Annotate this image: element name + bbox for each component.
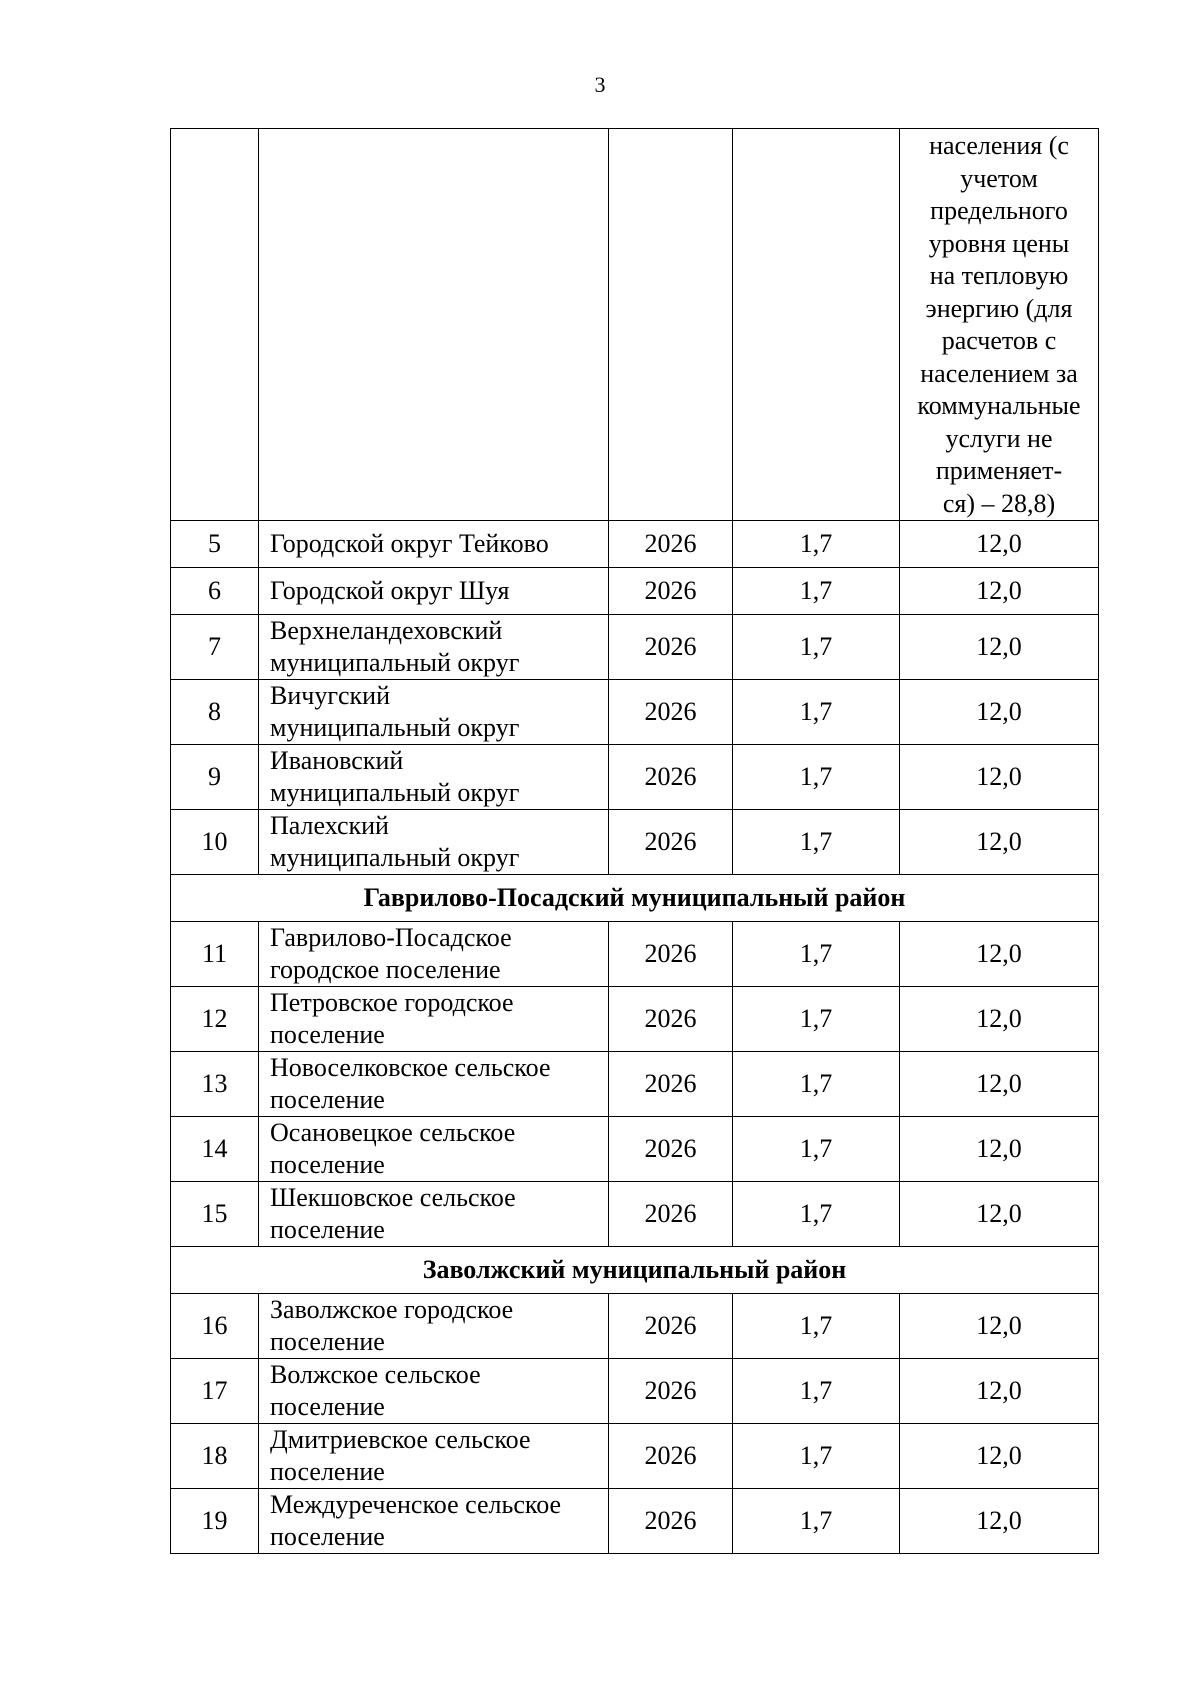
municipality-name-line: Новоселковское сельское xyxy=(270,1053,551,1082)
value-1: 1,7 xyxy=(733,1294,900,1359)
value-2: 12,0 xyxy=(900,521,1099,568)
row-number: 12 xyxy=(171,987,259,1052)
header-fragment-line: услуги не xyxy=(945,423,1053,453)
year: 2026 xyxy=(609,568,733,615)
table-row xyxy=(171,745,1099,810)
municipality-name-line: Ивановский xyxy=(270,746,404,775)
header-fragment-line: уровня цены xyxy=(928,228,1070,258)
table-row xyxy=(171,810,1099,875)
page-number: 3 xyxy=(594,72,606,97)
municipality-name-line: Вичугский xyxy=(270,681,390,710)
year: 2026 xyxy=(609,1182,733,1247)
municipality-name xyxy=(259,568,609,615)
year: 2026 xyxy=(609,745,733,810)
table-row xyxy=(171,1052,1099,1117)
municipality-name xyxy=(259,1359,609,1424)
section-title: Гаврилово-Посадский муниципальный район xyxy=(171,875,1099,922)
municipality-name-line: муниципальный округ xyxy=(270,778,520,807)
row-number: 16 xyxy=(171,1294,259,1359)
municipality-name xyxy=(259,745,609,810)
year: 2026 xyxy=(609,615,733,680)
municipality-name-line: муниципальный округ xyxy=(270,648,520,677)
section-row xyxy=(171,1247,1099,1294)
table-row xyxy=(171,1182,1099,1247)
municipality-name xyxy=(259,1489,609,1554)
table-body xyxy=(171,129,1099,1554)
municipality-name-line: Волжское сельское xyxy=(270,1360,481,1389)
municipality-name xyxy=(259,1182,609,1247)
row-number: 14 xyxy=(171,1117,259,1182)
value-2: 12,0 xyxy=(900,922,1099,987)
value-2: 12,0 xyxy=(900,680,1099,745)
table-row xyxy=(171,615,1099,680)
tariff-table xyxy=(170,128,1099,1554)
year: 2026 xyxy=(609,1117,733,1182)
municipality-name-line: городское поселение xyxy=(270,955,501,984)
table-row xyxy=(171,680,1099,745)
value-2: 12,0 xyxy=(900,1117,1099,1182)
municipality-name-line: поселение xyxy=(270,1215,385,1244)
municipality-name-line: Дмитриевское сельское xyxy=(270,1425,531,1454)
municipality-name-line: Заволжское городское xyxy=(270,1295,514,1324)
row-number: 7 xyxy=(171,615,259,680)
municipality-name-line: поселение xyxy=(270,1150,385,1179)
municipality-name-line: поселение xyxy=(270,1457,385,1486)
value-2: 12,0 xyxy=(900,1489,1099,1554)
year: 2026 xyxy=(609,987,733,1052)
header-fragment-line: на тепловую xyxy=(929,261,1069,290)
header-fragment-line: ся) – 28,8) xyxy=(942,488,1056,518)
value-2: 12,0 xyxy=(900,1052,1099,1117)
header-fragment-line: населением за xyxy=(920,358,1078,388)
municipality-name-line: поселение xyxy=(270,1522,385,1551)
row-number: 18 xyxy=(171,1424,259,1489)
row-number: 17 xyxy=(171,1359,259,1424)
year: 2026 xyxy=(609,922,733,987)
value-1: 1,7 xyxy=(733,1052,900,1117)
value-1: 1,7 xyxy=(733,1182,900,1247)
value-1: 1,7 xyxy=(733,1359,900,1424)
row-number: 6 xyxy=(171,568,259,615)
header-fragment-line: населения (с xyxy=(929,131,1069,160)
value-2: 12,0 xyxy=(900,810,1099,875)
year: 2026 xyxy=(609,1424,733,1489)
municipality-name-line: поселение xyxy=(270,1327,385,1356)
value-1: 1,7 xyxy=(733,1489,900,1554)
year: 2026 xyxy=(609,1489,733,1554)
municipality-name-line: Городской округ Шуя xyxy=(270,576,510,605)
row-number: 9 xyxy=(171,745,259,810)
row-number: 11 xyxy=(171,922,259,987)
municipality-name-line: Верхнеландеховский xyxy=(270,616,503,645)
value-1: 1,7 xyxy=(733,810,900,875)
municipality-name xyxy=(259,680,609,745)
table-row xyxy=(171,987,1099,1052)
table-row xyxy=(171,1117,1099,1182)
municipality-name-line: Шекшовское сельское xyxy=(270,1183,516,1212)
municipality-name-line: Городской округ Тейково xyxy=(270,529,549,558)
year: 2026 xyxy=(609,1052,733,1117)
row-number: 5 xyxy=(171,521,259,568)
number-cell xyxy=(171,129,259,521)
section-title: Заволжский муниципальный район xyxy=(171,1247,1099,1294)
name-cell xyxy=(259,129,609,521)
year: 2026 xyxy=(609,1294,733,1359)
table-row xyxy=(171,922,1099,987)
municipality-name-line: муниципальный округ xyxy=(270,713,520,742)
header-fragment-line: расчетов с xyxy=(941,326,1057,355)
municipality-name xyxy=(259,521,609,568)
header-fragment-cell xyxy=(900,129,1099,521)
municipality-name-line: Осановецкое сельское xyxy=(270,1118,516,1147)
value-1: 1,7 xyxy=(733,987,900,1052)
row-number: 19 xyxy=(171,1489,259,1554)
value-2: 12,0 xyxy=(900,745,1099,810)
table-row xyxy=(171,1489,1099,1554)
row-number: 13 xyxy=(171,1052,259,1117)
municipality-name xyxy=(259,615,609,680)
table-row xyxy=(171,1359,1099,1424)
value-2: 12,0 xyxy=(900,1424,1099,1489)
municipality-name xyxy=(259,1052,609,1117)
header-fragment-line: предельного xyxy=(930,196,1068,225)
value-1: 1,7 xyxy=(733,1117,900,1182)
value-2: 12,0 xyxy=(900,1182,1099,1247)
value-2: 12,0 xyxy=(900,615,1099,680)
table-row xyxy=(171,1294,1099,1359)
municipality-name-line: Междуреченское сельское xyxy=(270,1490,562,1519)
value-1: 1,7 xyxy=(733,1424,900,1489)
value-2: 12,0 xyxy=(900,1294,1099,1359)
municipality-name xyxy=(259,922,609,987)
row-number: 8 xyxy=(171,680,259,745)
value-2: 12,0 xyxy=(900,987,1099,1052)
municipality-name xyxy=(259,987,609,1052)
header-fragment-line: коммунальные xyxy=(917,391,1081,420)
table-row xyxy=(171,568,1099,615)
value-1: 1,7 xyxy=(733,745,900,810)
value-1: 1,7 xyxy=(733,680,900,745)
value-1: 1,7 xyxy=(733,922,900,987)
municipality-name-line: Палехский xyxy=(270,811,389,840)
header-fragment xyxy=(900,130,1098,520)
header-fragment-line: энергию (для xyxy=(925,293,1073,323)
municipality-name xyxy=(259,1424,609,1489)
municipality-name-line: поселение xyxy=(270,1085,385,1114)
municipality-name-line: Петровское городское xyxy=(270,988,514,1017)
value1-cell xyxy=(733,129,900,521)
row-number: 15 xyxy=(171,1182,259,1247)
table-row xyxy=(171,1424,1099,1489)
municipality-name-line: поселение xyxy=(270,1392,385,1421)
municipality-name-line: поселение xyxy=(270,1020,385,1049)
section-row xyxy=(171,875,1099,922)
header-fragment-line: учетом xyxy=(960,163,1038,193)
header-fragment-line: применяет- xyxy=(935,456,1063,485)
year: 2026 xyxy=(609,810,733,875)
value-2: 12,0 xyxy=(900,1359,1099,1424)
year: 2026 xyxy=(609,680,733,745)
value-1: 1,7 xyxy=(733,615,900,680)
municipality-name-line: муниципальный округ xyxy=(270,843,520,872)
municipality-name xyxy=(259,1117,609,1182)
value-1: 1,7 xyxy=(733,521,900,568)
value-2: 12,0 xyxy=(900,568,1099,615)
year: 2026 xyxy=(609,521,733,568)
municipality-name-line: Гаврилово-Посадское xyxy=(270,923,512,952)
year-cell xyxy=(609,129,733,521)
municipality-name xyxy=(259,1294,609,1359)
year: 2026 xyxy=(609,1359,733,1424)
table-row xyxy=(171,521,1099,568)
row-number: 10 xyxy=(171,810,259,875)
municipality-name xyxy=(259,810,609,875)
continuation-row xyxy=(171,129,1099,521)
value-1: 1,7 xyxy=(733,568,900,615)
